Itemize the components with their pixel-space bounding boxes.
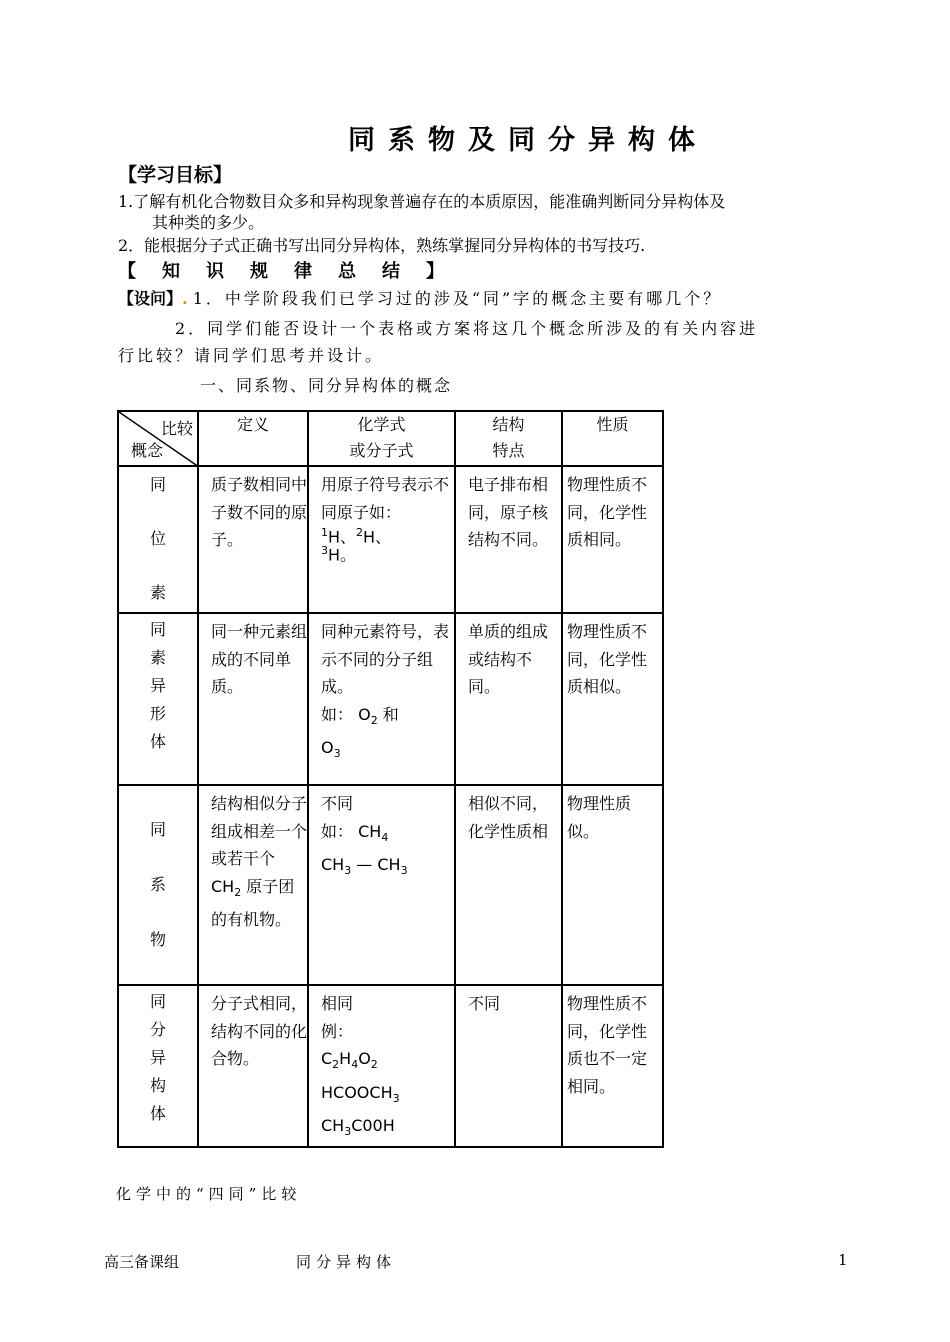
- header-structure-line1: 结构: [492, 415, 525, 434]
- row-name-char: 素: [149, 648, 166, 667]
- row-name-char: 系: [149, 875, 166, 894]
- header-formula: [308, 411, 455, 466]
- table-row: [118, 613, 663, 785]
- isomer-formula-d2: C00H: [351, 1116, 395, 1136]
- isomer-definition: 分子式相同，结构不同的化合物。: [198, 985, 308, 1147]
- allotrope-example-label: 如：: [321, 704, 354, 724]
- row-name-char: 物: [149, 930, 166, 949]
- header-formula-line1: 化学式: [357, 415, 406, 434]
- isomer-property: 物理性质不同，化学性质也不一定相同。: [562, 985, 663, 1147]
- header-definition: 定义: [198, 411, 308, 466]
- header-structure: [455, 411, 562, 466]
- row-name-char: 体: [149, 732, 166, 751]
- homologue-property: 物理性质似。: [562, 785, 663, 985]
- question-1: [118, 286, 722, 309]
- homologue-ethane: $CH_3$ — $CH_3$: [321, 855, 408, 878]
- row-name-char: 异: [149, 1048, 166, 1067]
- diagonal-header-cell: [118, 411, 198, 466]
- row-name-char: 异: [149, 676, 166, 695]
- row-name-char: 体: [149, 1104, 166, 1123]
- isomer-formula-b: 例：: [321, 1021, 354, 1041]
- row-name-char: 同: [149, 475, 166, 494]
- isomer-methyl-formate: $HCOOCH_3$: [321, 1082, 400, 1105]
- section-1-heading: 一、同系物、同分异构体的概念: [200, 376, 453, 395]
- diag-top-label: 比较: [160, 419, 193, 438]
- summary-heading: 【知识规律总结】: [118, 261, 470, 282]
- comparison-table: [117, 410, 664, 1148]
- question-1-text: 1．中学阶段我们已学习过的涉及“同”字的概念主要有哪几个？: [192, 289, 723, 308]
- header-property: 性质: [562, 411, 663, 466]
- row-name-char: 同: [149, 620, 166, 639]
- question-2: 2．同学们能否设计一个表格或方案将这几个概念所涉及的有关内容进: [175, 319, 759, 338]
- isotope-formula: [308, 466, 455, 613]
- isomer-c2h4o2: $C_2H_4O_2$: [321, 1049, 378, 1072]
- table-row: [118, 466, 663, 613]
- homologue-definition-b: 原子团的有机物。: [211, 876, 295, 930]
- question-tag: 【设问】: [118, 289, 183, 308]
- isomer-formula: [308, 985, 455, 1147]
- homologue-formula-example: 如： $CH_4$: [321, 821, 389, 844]
- diag-bottom-label: 概念: [131, 441, 164, 460]
- row-name-homologue: [118, 785, 198, 985]
- table-header-row: [118, 411, 663, 466]
- footer-left: 高三备课组: [104, 1253, 180, 1271]
- header-formula-line2: 或分子式: [349, 441, 414, 460]
- objectives-heading: 【学习目标】: [118, 164, 233, 186]
- allotrope-formula-text: 同种元素符号，表示不同的分子组成。: [321, 622, 450, 696]
- page-number: 1: [838, 1251, 848, 1269]
- row-name-allotrope: [118, 613, 198, 785]
- allotrope-definition: 同一种元素组成的不同单质。: [198, 613, 308, 785]
- isotope-formula-text: 用原子符号表示不同原子如：: [321, 475, 450, 522]
- allotrope-example-o2: $O_2$ 和: [358, 704, 399, 727]
- isomer-acetic-acid: $CH_3C00H$: [321, 1116, 395, 1139]
- objective-1: 1.了解有机化合物数目众多和异构现象普遍存在的本质原因，能准确判断同分异构体及: [118, 192, 726, 211]
- row-name-char: 形: [149, 704, 166, 723]
- isotope-structure: 电子排布相同，原子核结构不同。: [455, 466, 562, 613]
- isomer-structure: 不同: [455, 985, 562, 1147]
- homologue-formula-a: 不同: [321, 794, 354, 813]
- objective-2: 2．能根据分子式正确书写出同分异构体，熟练掌握同分异构体的书写技巧.: [118, 236, 646, 255]
- table-row: [118, 785, 663, 985]
- footer-middle: 同分异构体: [296, 1253, 397, 1271]
- question-2-cont: 行比较？请同学们思考并设计。: [118, 346, 385, 365]
- row-name-char: 同: [149, 820, 166, 839]
- allotrope-structure: 单质的组成或结构不同。: [455, 613, 562, 785]
- homologue-example-label: 如：: [321, 821, 354, 841]
- question-dot: .: [182, 289, 188, 308]
- allotrope-property: 物理性质不同，化学性质相似。: [562, 613, 663, 785]
- allotrope-example-o3: $O_3$: [321, 738, 341, 761]
- header-structure-line2: 特点: [492, 441, 525, 460]
- isotope-definition: 质子数相同中子数不同的原子。: [198, 466, 308, 613]
- table-row: [118, 985, 663, 1147]
- isomer-formula-c: HCOOCH: [321, 1082, 393, 1102]
- homologue-definition: 结构相似分子组成相差一个或若干个 $CH_2$ 原子团的有机物。: [198, 785, 308, 985]
- homologue-formula: [308, 785, 455, 985]
- allotrope-formula: [308, 613, 455, 785]
- document-title: 同系物及同分异构体: [348, 125, 708, 156]
- objective-1-cont: 其种类的多少。: [152, 213, 265, 232]
- row-name-isomer: [118, 985, 198, 1147]
- isotope-property: 物理性质不同，化学性质相同。: [562, 466, 663, 613]
- row-name-char: 同: [149, 992, 166, 1011]
- row-name-isotope: [118, 466, 198, 613]
- row-name-char: 位: [149, 529, 166, 548]
- homologue-definition-a: 结构相似分子组成相差一个或若干个 CH: [211, 794, 308, 896]
- homologue-structure: 相似不同，化学性质相: [455, 785, 562, 985]
- row-name-char: 素: [149, 583, 166, 602]
- four-same-heading: 化学中的“四同”比较: [116, 1185, 302, 1203]
- isotope-symbols: $^1$H、$^2$H、 $^3$H。: [321, 526, 392, 565]
- isomer-formula-a: 相同: [321, 994, 354, 1013]
- isomer-formula-d: CH: [321, 1116, 345, 1136]
- row-name-char: 分: [149, 1020, 166, 1039]
- row-name-char: 构: [149, 1076, 166, 1095]
